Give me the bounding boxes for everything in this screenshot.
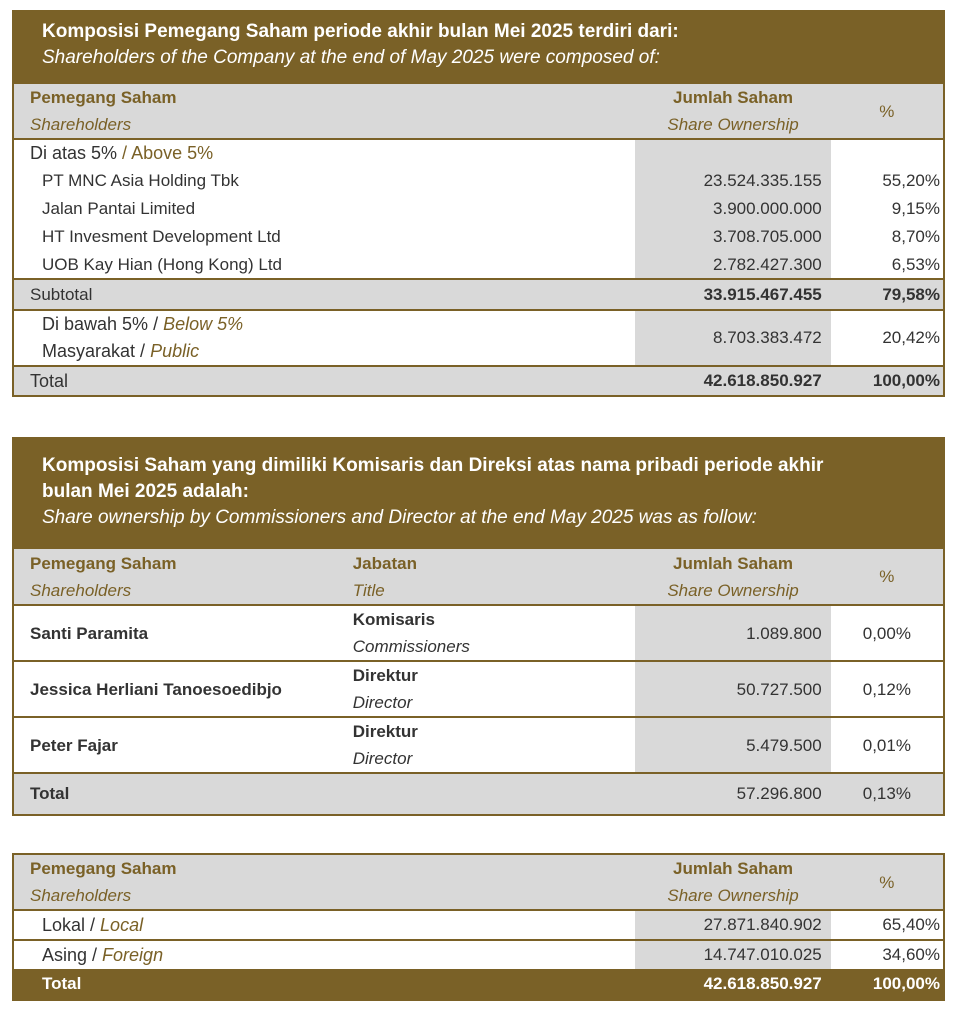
table-row [13, 251, 944, 279]
above-5-heading-row [13, 139, 944, 167]
total-label: Total [13, 969, 635, 1000]
section2-header [12, 437, 945, 549]
holder-name: UOB Kay Hian (Hong Kong) Ltd [42, 254, 283, 274]
origin-shares: 14.747.010.025 [635, 940, 830, 969]
origin-pct: 34,60% [882, 945, 940, 964]
holder-shares: 2.782.427.300 [635, 251, 830, 279]
person-title-id: Komisaris [352, 610, 435, 629]
subtotal-pct: 79,58% [831, 279, 944, 310]
below-label-en: Below 5% [163, 314, 244, 334]
person-shares: 50.727.500 [635, 661, 830, 717]
holder-name: PT MNC Asia Holding Tbk [42, 171, 239, 190]
below-label-id: Di bawah 5% [42, 314, 149, 334]
person-name: Peter Fajar [13, 717, 353, 773]
col-title-en: Title [352, 580, 385, 600]
origin-pct: 65,40% [831, 910, 944, 940]
col-shares-id: Jumlah Saham [673, 859, 794, 878]
origin-label-id: Asing [42, 944, 88, 965]
col-holder-en: Shareholders [30, 886, 132, 905]
holder-shares: 3.900.000.000 [635, 195, 830, 223]
total-row [13, 366, 944, 396]
person-pct: 0,00% [831, 605, 944, 661]
total-row [13, 773, 944, 815]
section1-title: Komposisi Pemegang Saham periode akhir bulan Mei 2025 terdiri dari: [42, 21, 679, 42]
origin-shares: 27.871.840.902 [635, 910, 830, 940]
holder-pct: 8,70% [891, 227, 940, 246]
section1-table [12, 84, 945, 397]
total-pct: 100,00% [831, 969, 944, 1000]
section2-title-line2: bulan Mei 2025 adalah: [42, 481, 249, 502]
table-row [13, 605, 944, 661]
person-pct: 0,12% [831, 661, 944, 717]
above-sep: / [117, 143, 132, 163]
table-row [13, 661, 944, 717]
section1-column-header [13, 84, 944, 139]
holder-pct: 55,20% [882, 171, 940, 190]
section3-table [12, 853, 945, 1001]
origin-label-en: Local [100, 914, 144, 935]
section2-subtitle: Share ownership by Commissioners and Director at the end May 2025 was as follow: [42, 507, 757, 528]
total-shares: 42.618.850.927 [635, 969, 830, 1000]
holder-shares: 23.524.335.155 [635, 167, 830, 195]
public-shares: 8.703.383.472 [635, 310, 830, 366]
section1-header [12, 10, 945, 84]
public-label-id: Masyarakat [42, 341, 136, 361]
table-row [13, 167, 944, 195]
holder-name: HT Invesment Development Ltd [42, 227, 281, 246]
section1-subtitle: Shareholders of the Company at the end of May 2025 were composed of: [42, 47, 660, 68]
person-shares: 1.089.800 [635, 605, 830, 661]
col-pct: % [831, 84, 944, 139]
origin-label-en: Foreign [102, 944, 164, 965]
total-pct: 100,00% [831, 366, 944, 396]
person-name: Jessica Herliani Tanoesoedibjo [13, 661, 353, 717]
below-5-row: Di bawah 5% / Below 5% Masyarakat / Public 8.703.383.472 20,42% [13, 310, 944, 366]
total-shares: 42.618.850.927 [635, 366, 830, 396]
col-holder-en: Shareholders [30, 115, 132, 134]
col-holder-id: Pemegang Saham [30, 553, 177, 573]
person-title-en: Commissioners [352, 637, 470, 656]
holder-pct: 6,53% [891, 254, 940, 274]
col-holder-id: Pemegang Saham [30, 88, 177, 107]
table-row [13, 223, 944, 251]
person-pct: 0,01% [831, 717, 944, 773]
subtotal-label: Subtotal [13, 279, 635, 310]
total-label: Total [13, 366, 635, 396]
total-row [13, 969, 944, 1000]
section2-title-line1: Komposisi Saham yang dimiliki Komisaris dan Direksi atas nama pribadi periode akhir [42, 455, 824, 476]
section2-table [12, 549, 945, 816]
subtotal-shares: 33.915.467.455 [635, 279, 830, 310]
table-row [13, 717, 944, 773]
total-shares: 57.296.800 [736, 784, 822, 803]
col-pct: % [831, 854, 944, 910]
col-shares-id: Jumlah Saham [673, 553, 794, 573]
total-pct: 0,13% [862, 784, 911, 803]
public-label-en: Public [150, 341, 200, 361]
holder-name: Jalan Pantai Limited [42, 199, 196, 218]
local-foreign-panel [12, 853, 945, 1001]
shareholder-composition-panel [12, 10, 945, 397]
col-holder-id: Pemegang Saham [30, 859, 177, 878]
col-shares-en: Share Ownership [667, 580, 799, 600]
person-shares: 5.479.500 [635, 717, 830, 773]
section3-column-header [13, 854, 944, 910]
subtotal-row [13, 279, 944, 310]
person-title-id: Direktur [352, 666, 418, 685]
holder-pct: 9,15% [891, 199, 940, 218]
col-title-id: Jabatan [352, 553, 417, 573]
table-row [13, 195, 944, 223]
table-row: Asing / Foreign 14.747.010.025 34,60% [13, 940, 944, 969]
col-holder-en: Shareholders [30, 580, 132, 600]
origin-label-id: Lokal [42, 914, 86, 935]
col-shares-en: Share Ownership [667, 115, 799, 134]
table-row: Lokal / Local 27.871.840.902 65,40% [13, 910, 944, 940]
person-title-id: Direktur [352, 722, 418, 741]
public-pct: 20,42% [882, 328, 940, 347]
total-label: Total [30, 784, 70, 803]
col-shares-id: Jumlah Saham [673, 88, 794, 107]
person-title-en: Director [352, 749, 413, 768]
col-shares-en: Share Ownership [667, 886, 799, 905]
person-title-en: Director [352, 693, 413, 712]
holder-shares: 3.708.705.000 [635, 223, 830, 251]
above-label-id: Di atas 5% [30, 143, 118, 163]
col-pct: % [831, 549, 944, 605]
person-name: Santi Paramita [13, 605, 353, 661]
section2-column-header [13, 549, 944, 605]
above-label-en: Above 5% [131, 143, 214, 163]
board-ownership-panel [12, 437, 945, 816]
